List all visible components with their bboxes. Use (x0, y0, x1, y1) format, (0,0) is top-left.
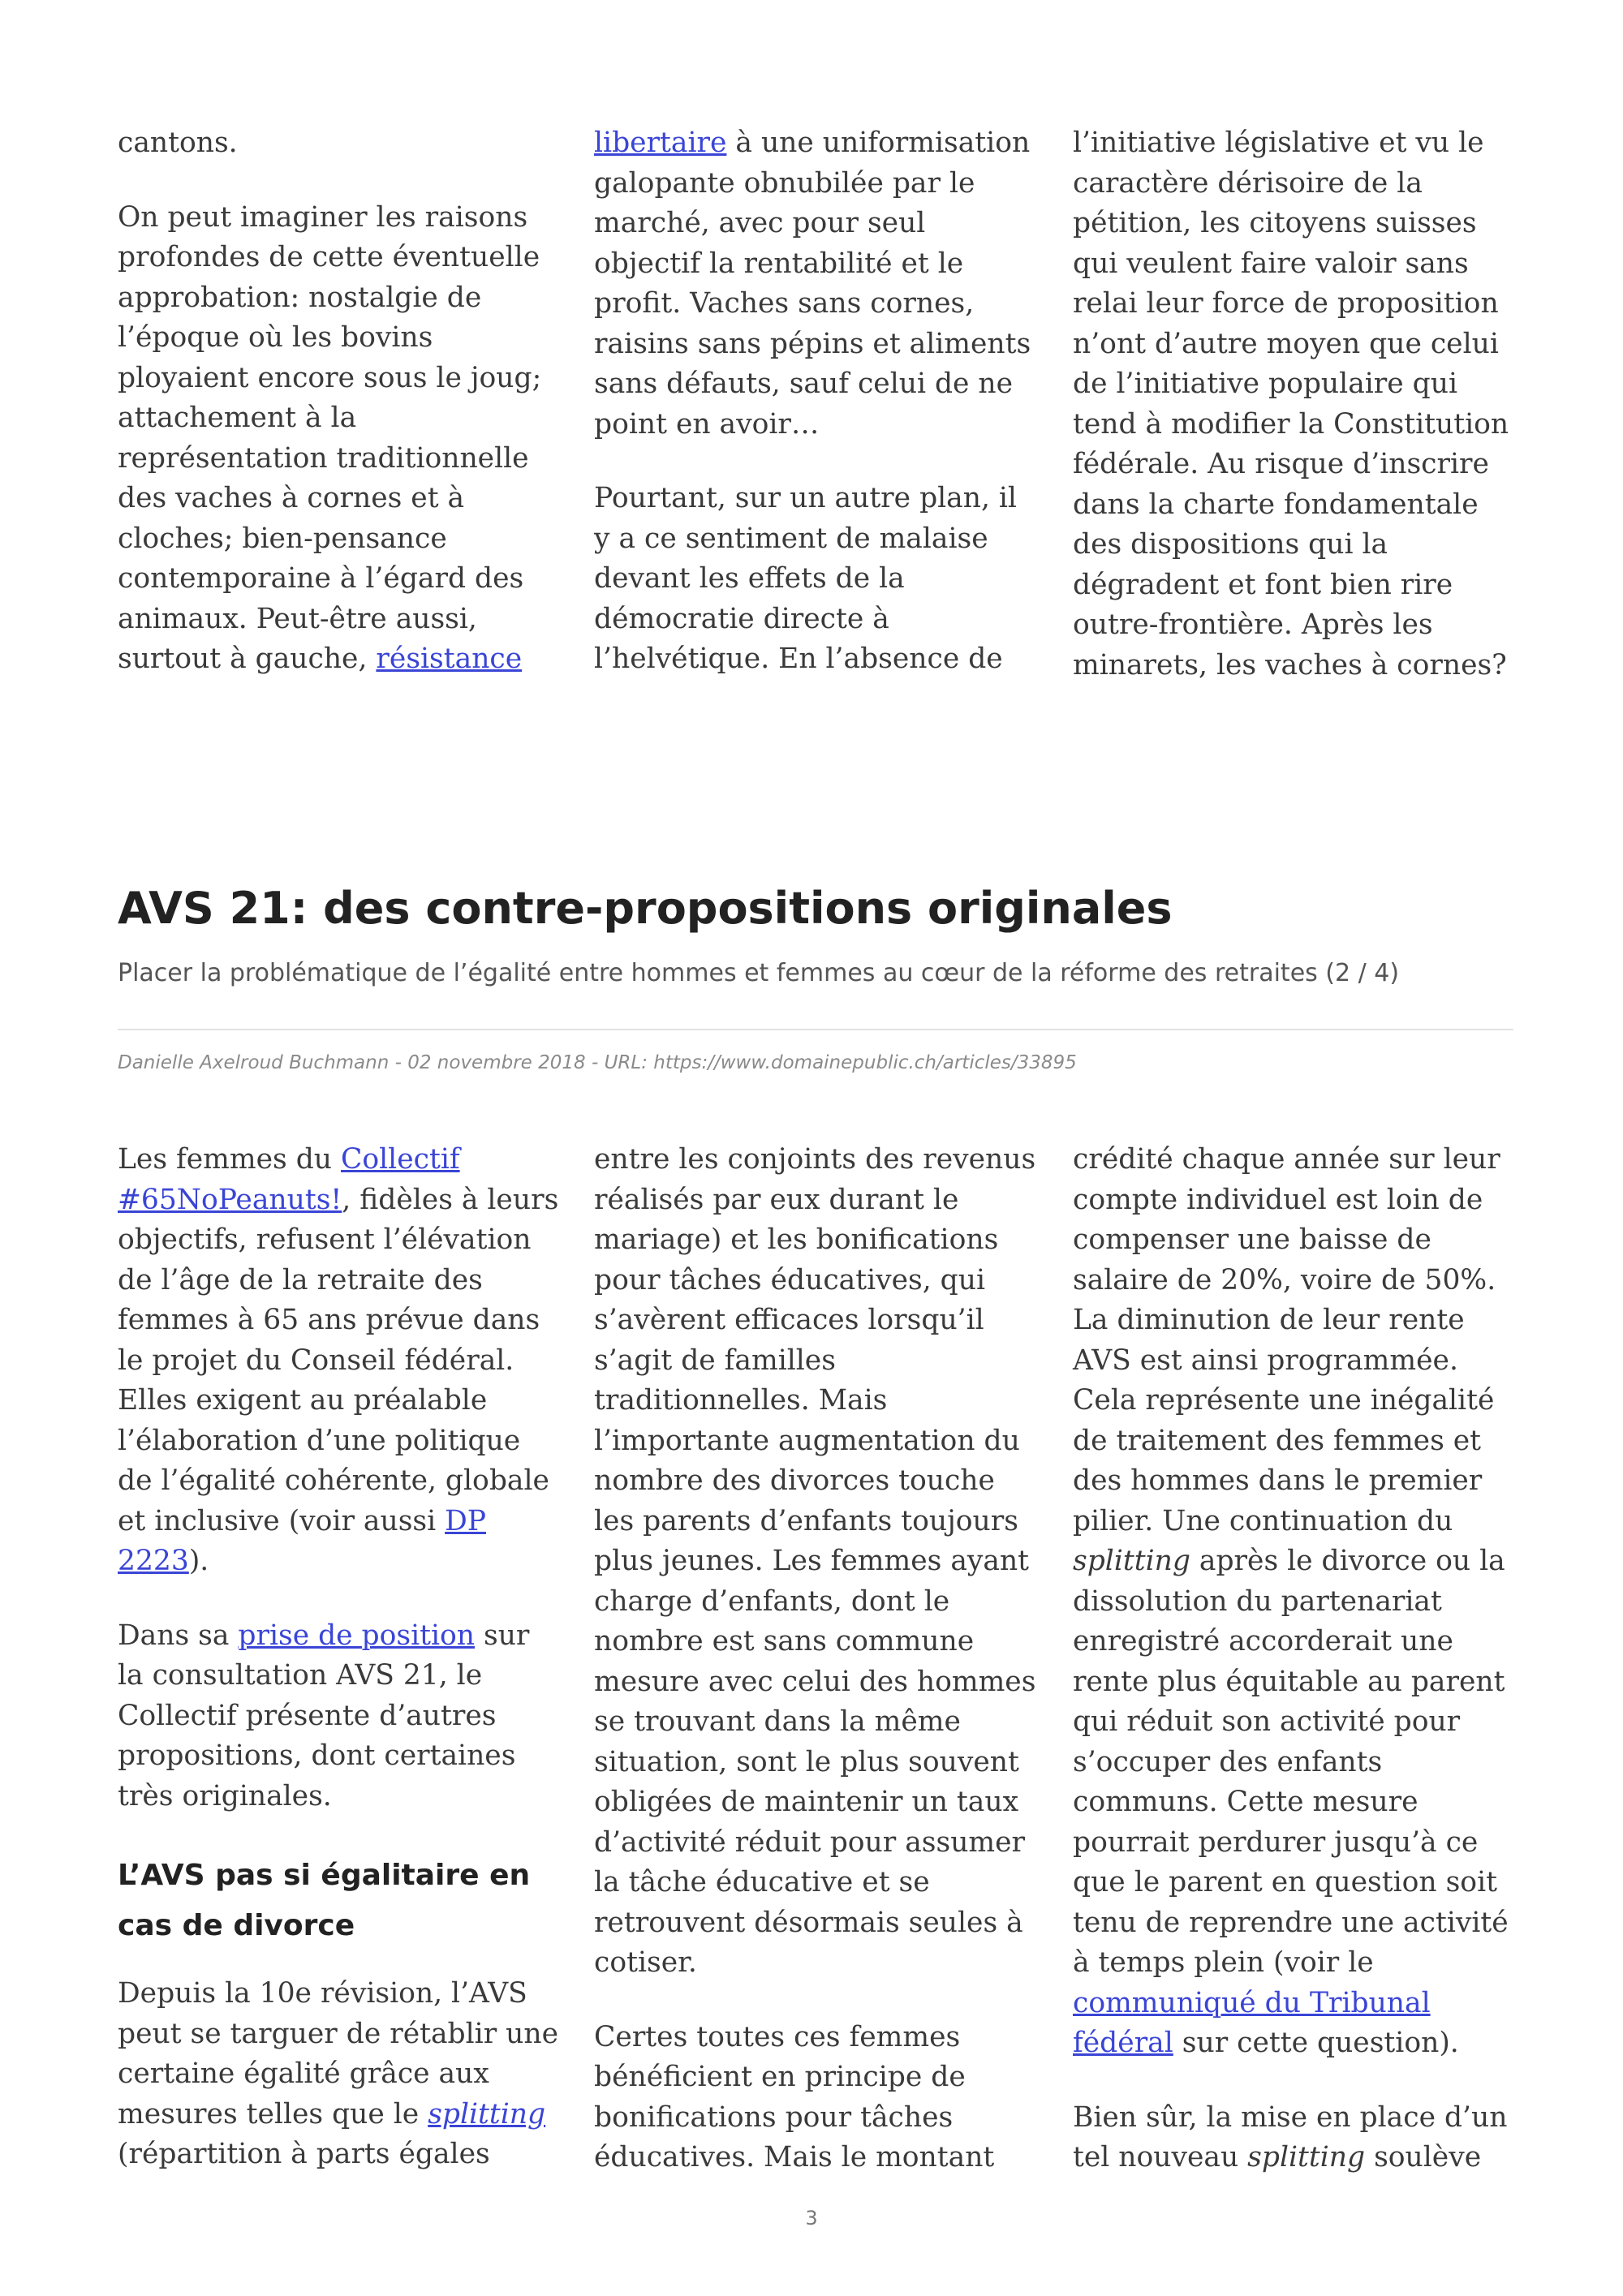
divider (118, 1029, 1513, 1030)
paragraph: cantons. (118, 127, 238, 159)
paragraph: Dans sa prise de position sur la consultation AVS 21, le Collectif présente d’autres propositions, dont certaines très originales. (118, 1619, 530, 1812)
top-column-3 (1073, 123, 1515, 686)
paragraph: libertaire à une uniformisation galopante obnubilée par le marché, avec pour seul objectif la rentabilité et le profit. Vaches sans cornes, raisins sans pépins et aliments sans défauts, sauf celui de ne point en avoir… (594, 127, 1031, 441)
link-prise-de-position[interactable]: prise de position (238, 1619, 476, 1652)
paragraph: Depuis la 10e révision, l’AVS peut se targuer de rétablir une certaine égalité grâce aux mesures telles que le splitting (répartition à parts égales (118, 1977, 559, 2170)
article-meta: Danielle Axelroud Buchmann - 02 novembre 2018 - URL: https://www.domainepublic.ch/articles/33895 (118, 1052, 1077, 1073)
paragraph: entre les conjoints des revenus réalisés par eux durant le mariage) et les bonifications pour tâches éducatives, qui s’avèrent efficaces lorsqu’il s’agit de familles traditionnelles. Mais l’importante augmentation du nombre des divorces touche les parents d’enfants toujours plus jeunes. Les femmes ayant charge d’enfants, dont le nombre est sans commune mesure avec celui des hommes se trouvant dans la même situation, sont le plus souvent obligées de maintenir un taux d’activité réduit pour assumer la tâche éducative et se retrouvent désormais seules à cotiser. (594, 1143, 1036, 1979)
link-libertaire[interactable]: libertaire (594, 127, 727, 159)
body-column-3 (1073, 1140, 1515, 2178)
top-column-2 (594, 123, 1036, 680)
top-column-1 (118, 123, 560, 680)
paragraph: crédité chaque année sur leur compte individuel est loin de compenser une baisse de salaire de 20%, voire de 50%. La diminution de leur rente AVS est ainsi programmée. Cela représente une inégalité de traitement des femmes et des hommes dans le premier pilier. Une continuation du splitting après le divorce ou la dissolution du partenariat enregistré accorderait une rente plus équitable au parent qui réduit son activité pour s’occuper des enfants communs. Cette mesure pourrait perdurer jusqu’à ce que le parent en question soit tenu de reprendre une activité à temps plein (voir le communiqué du Tribunal fédéral sur cette question). (1073, 1143, 1509, 2059)
paragraph: l’initiative législative et vu le caractère dérisoire de la pétition, les citoyens suisses qui veulent faire valoir sans relai leur force de proposition n’ont d’autre moyen que celui de l’initiative populaire qui tend à modifier la Constitution fédérale. Au risque d’inscrire dans la charte fondamentale des dispositions qui la dégradent et font bien rire outre-frontière. Après les minarets, les vaches à cornes? (1073, 127, 1509, 681)
paragraph: Les femmes du Collectif #65NoPeanuts!, fidèles à leurs objectifs, refusent l’élévation de l’âge de la retraite des femmes à 65 ans prévue dans le projet du Conseil fédéral. Elles exigent au préalable l’élaboration d’une politique de l’égalité cohérente, globale et inclusive (voir aussi DP 2223). (118, 1143, 559, 1577)
paragraph: Pourtant, sur un autre plan, il y a ce sentiment de malaise devant les effets de la démocratie directe à l’helvétique. En l’absence de (594, 482, 1017, 675)
paragraph: Certes toutes ces femmes bénéficient en principe de bonifications pour tâches éducatives. Mais le montant (594, 2020, 995, 2173)
link-collectif[interactable]: Collectif #65NoPeanuts! (118, 1143, 460, 1216)
body-column-1 (118, 1140, 560, 2175)
paragraph: Bien sûr, la mise en place d’un tel nouveau splitting soulève (1073, 2100, 1508, 2173)
link-dp-2223[interactable]: DP 2223 (118, 1504, 486, 1577)
page-number: 3 (805, 2207, 818, 2229)
section-subheading: L’AVS pas si égalitaire en cas de divorce (118, 1859, 531, 1942)
link-splitting[interactable]: splitting (428, 2097, 546, 2130)
link-communique-tribunal[interactable]: communiqué du Tribunal fédéral (1073, 1986, 1431, 2059)
article-subtitle: Placer la problématique de l’égalité entre hommes et femmes au cœur de la réforme des retraites (2 / 4) (118, 959, 1400, 987)
paragraph: On peut imaginer les raisons profondes de cette éventuelle approbation: nostalgie de l’époque où les bovins ployaient encore sous le joug; attachement à la représentation traditionnelle des vaches à cornes et à cloches; bien-pensance contemporaine à l’égard des animaux. Peut-être aussi, surtout à gauche, résistance (118, 200, 542, 675)
article-title: AVS 21: des contre-propositions originales (118, 883, 1173, 934)
body-column-2 (594, 1140, 1036, 2178)
link-resistance[interactable]: résistance (376, 643, 523, 675)
